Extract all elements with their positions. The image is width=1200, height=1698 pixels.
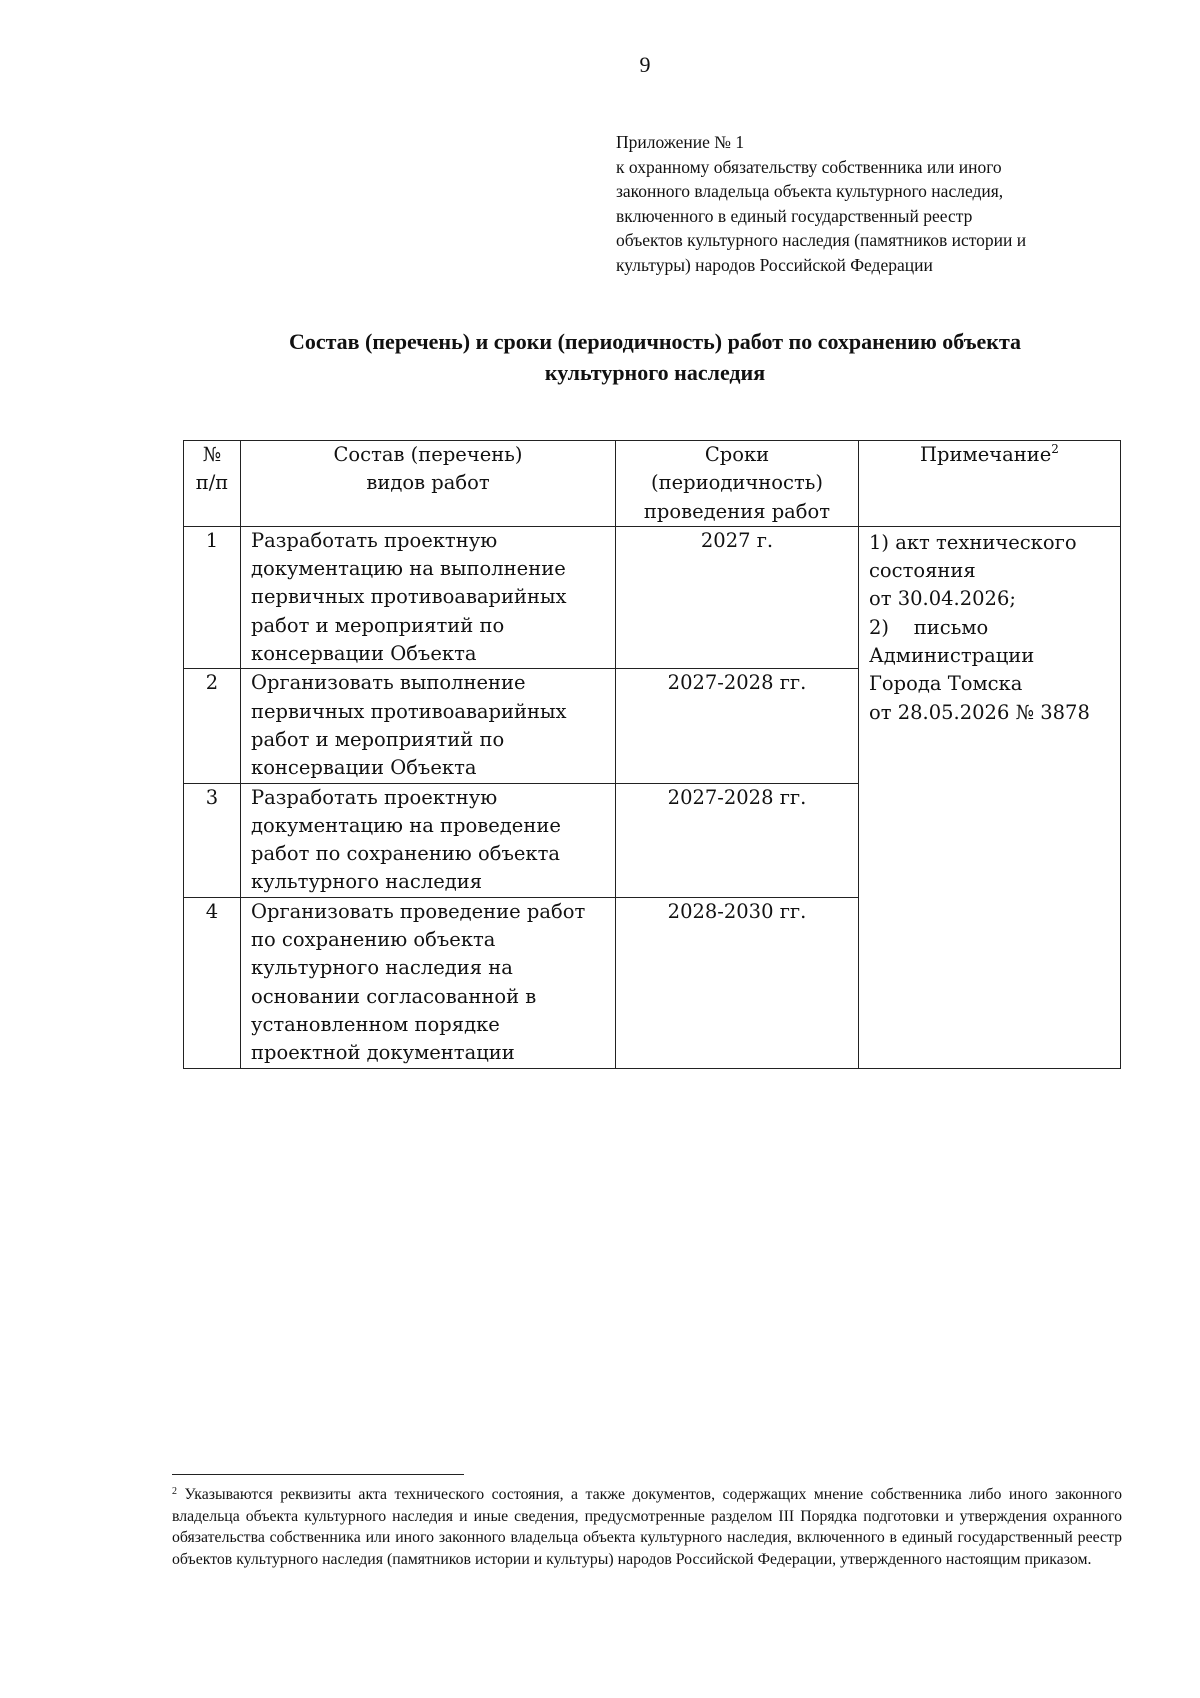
footnote-divider: [172, 1474, 464, 1475]
title-line: Состав (перечень) и сроки (периодичность) работ по сохранению объекта: [288, 329, 1022, 354]
header-terms: [616, 441, 859, 527]
title-line: культурного наследия: [544, 360, 766, 385]
table-header-row: [184, 441, 1121, 527]
row-work: [241, 526, 616, 668]
table-row: [184, 526, 1121, 668]
work-line: Разработать проектную: [251, 528, 498, 552]
work-line: работ и мероприятий по: [251, 727, 505, 751]
work-line: культурного наследия на: [251, 956, 513, 980]
note-line: от 28.05.2026 № 3878: [869, 700, 1090, 724]
header-line: Сроки: [704, 443, 770, 466]
work-line: Организовать проведение работ: [251, 899, 586, 923]
note-line: состояния: [869, 559, 976, 583]
work-line: Организовать выполнение: [251, 671, 526, 695]
work-line: работ по сохранению объекта: [251, 842, 561, 866]
header-line: Состав (перечень): [333, 443, 523, 466]
work-line: по сохранению объекта: [251, 928, 496, 952]
note-cell: [859, 526, 1121, 1068]
row-work: [241, 669, 616, 783]
document-title: [180, 326, 1130, 388]
work-line: работ и мероприятий по: [251, 613, 505, 637]
note-line: от 30.04.2026;: [869, 587, 1016, 611]
row-number: 3: [184, 783, 241, 897]
row-term: 2027-2028 гг.: [616, 783, 859, 897]
work-line: Разработать проектную: [251, 785, 498, 809]
works-table: [183, 440, 1121, 1069]
work-line: первичных противоаварийных: [251, 699, 567, 723]
work-line: документацию на выполнение: [251, 557, 566, 581]
note-line: Города Томска: [869, 672, 1023, 696]
header-works: [241, 441, 616, 527]
work-line: основании согласованной в: [251, 984, 537, 1008]
work-line: установленном порядке: [251, 1012, 500, 1036]
note-line: 1) акт технического: [869, 530, 1077, 554]
appendix-line: к охранному обязательству собственника или иного: [616, 156, 1002, 177]
work-line: культурного наследия: [251, 870, 483, 894]
row-work: [241, 897, 616, 1068]
header-line: (периодичность): [651, 471, 823, 495]
header-line: видов работ: [366, 471, 490, 495]
footnote-ref: 2: [1051, 442, 1059, 456]
footnote-text: Указываются реквизиты акта технического состояния, а также документов, содержащих мнение собственника либо иного законного владельца объекта культурного наследия и иные сведения, предусмотренные разделом III Порядка подготовки и утверждения охранного обязательства собственника или иного законного владельца объекта культурного наследия, включенного в единый государственный реестр объектов культурного наследия (памятников истории и культуры) народов Российской Федерации, утвержденного настоящим приказом.: [172, 1486, 1122, 1568]
footnote-marker: 2: [172, 1486, 177, 1497]
header-line: п/п: [195, 471, 229, 495]
header-note: [859, 441, 1121, 527]
row-term: 2027-2028 гг.: [616, 669, 859, 783]
header-line: проведения работ: [643, 499, 831, 523]
header-line: №: [202, 443, 222, 466]
appendix-line: законного владельца объекта культурного наследия,: [616, 181, 1004, 201]
footnote: [172, 1484, 1122, 1570]
work-line: проектной документации: [251, 1041, 515, 1065]
header-note-label: Примечание: [920, 443, 1052, 466]
page-number: 9: [639, 52, 651, 77]
header-number: [184, 441, 241, 527]
row-term: 2028-2030 гг.: [616, 897, 859, 1068]
row-number: 1: [184, 526, 241, 668]
work-line: документацию на проведение: [251, 813, 561, 837]
row-term: 2027 г.: [616, 526, 859, 668]
note-line: Администрации: [869, 644, 1035, 668]
work-line: консервации Объекта: [251, 642, 477, 666]
work-line: консервации Объекта: [251, 756, 477, 780]
appendix-line: культуры) народов Российской Федерации: [616, 254, 933, 275]
row-number: 2: [184, 669, 241, 783]
appendix-line: Приложение № 1: [616, 132, 745, 152]
appendix-header: [616, 130, 1156, 277]
row-work: [241, 783, 616, 897]
note-line: 2) письмо: [869, 615, 989, 639]
row-number: 4: [184, 897, 241, 1068]
appendix-line: включенного в единый государственный реестр: [616, 205, 973, 226]
work-line: первичных противоаварийных: [251, 585, 567, 609]
appendix-line: объектов культурного наследия (памятников истории и: [616, 230, 1027, 250]
